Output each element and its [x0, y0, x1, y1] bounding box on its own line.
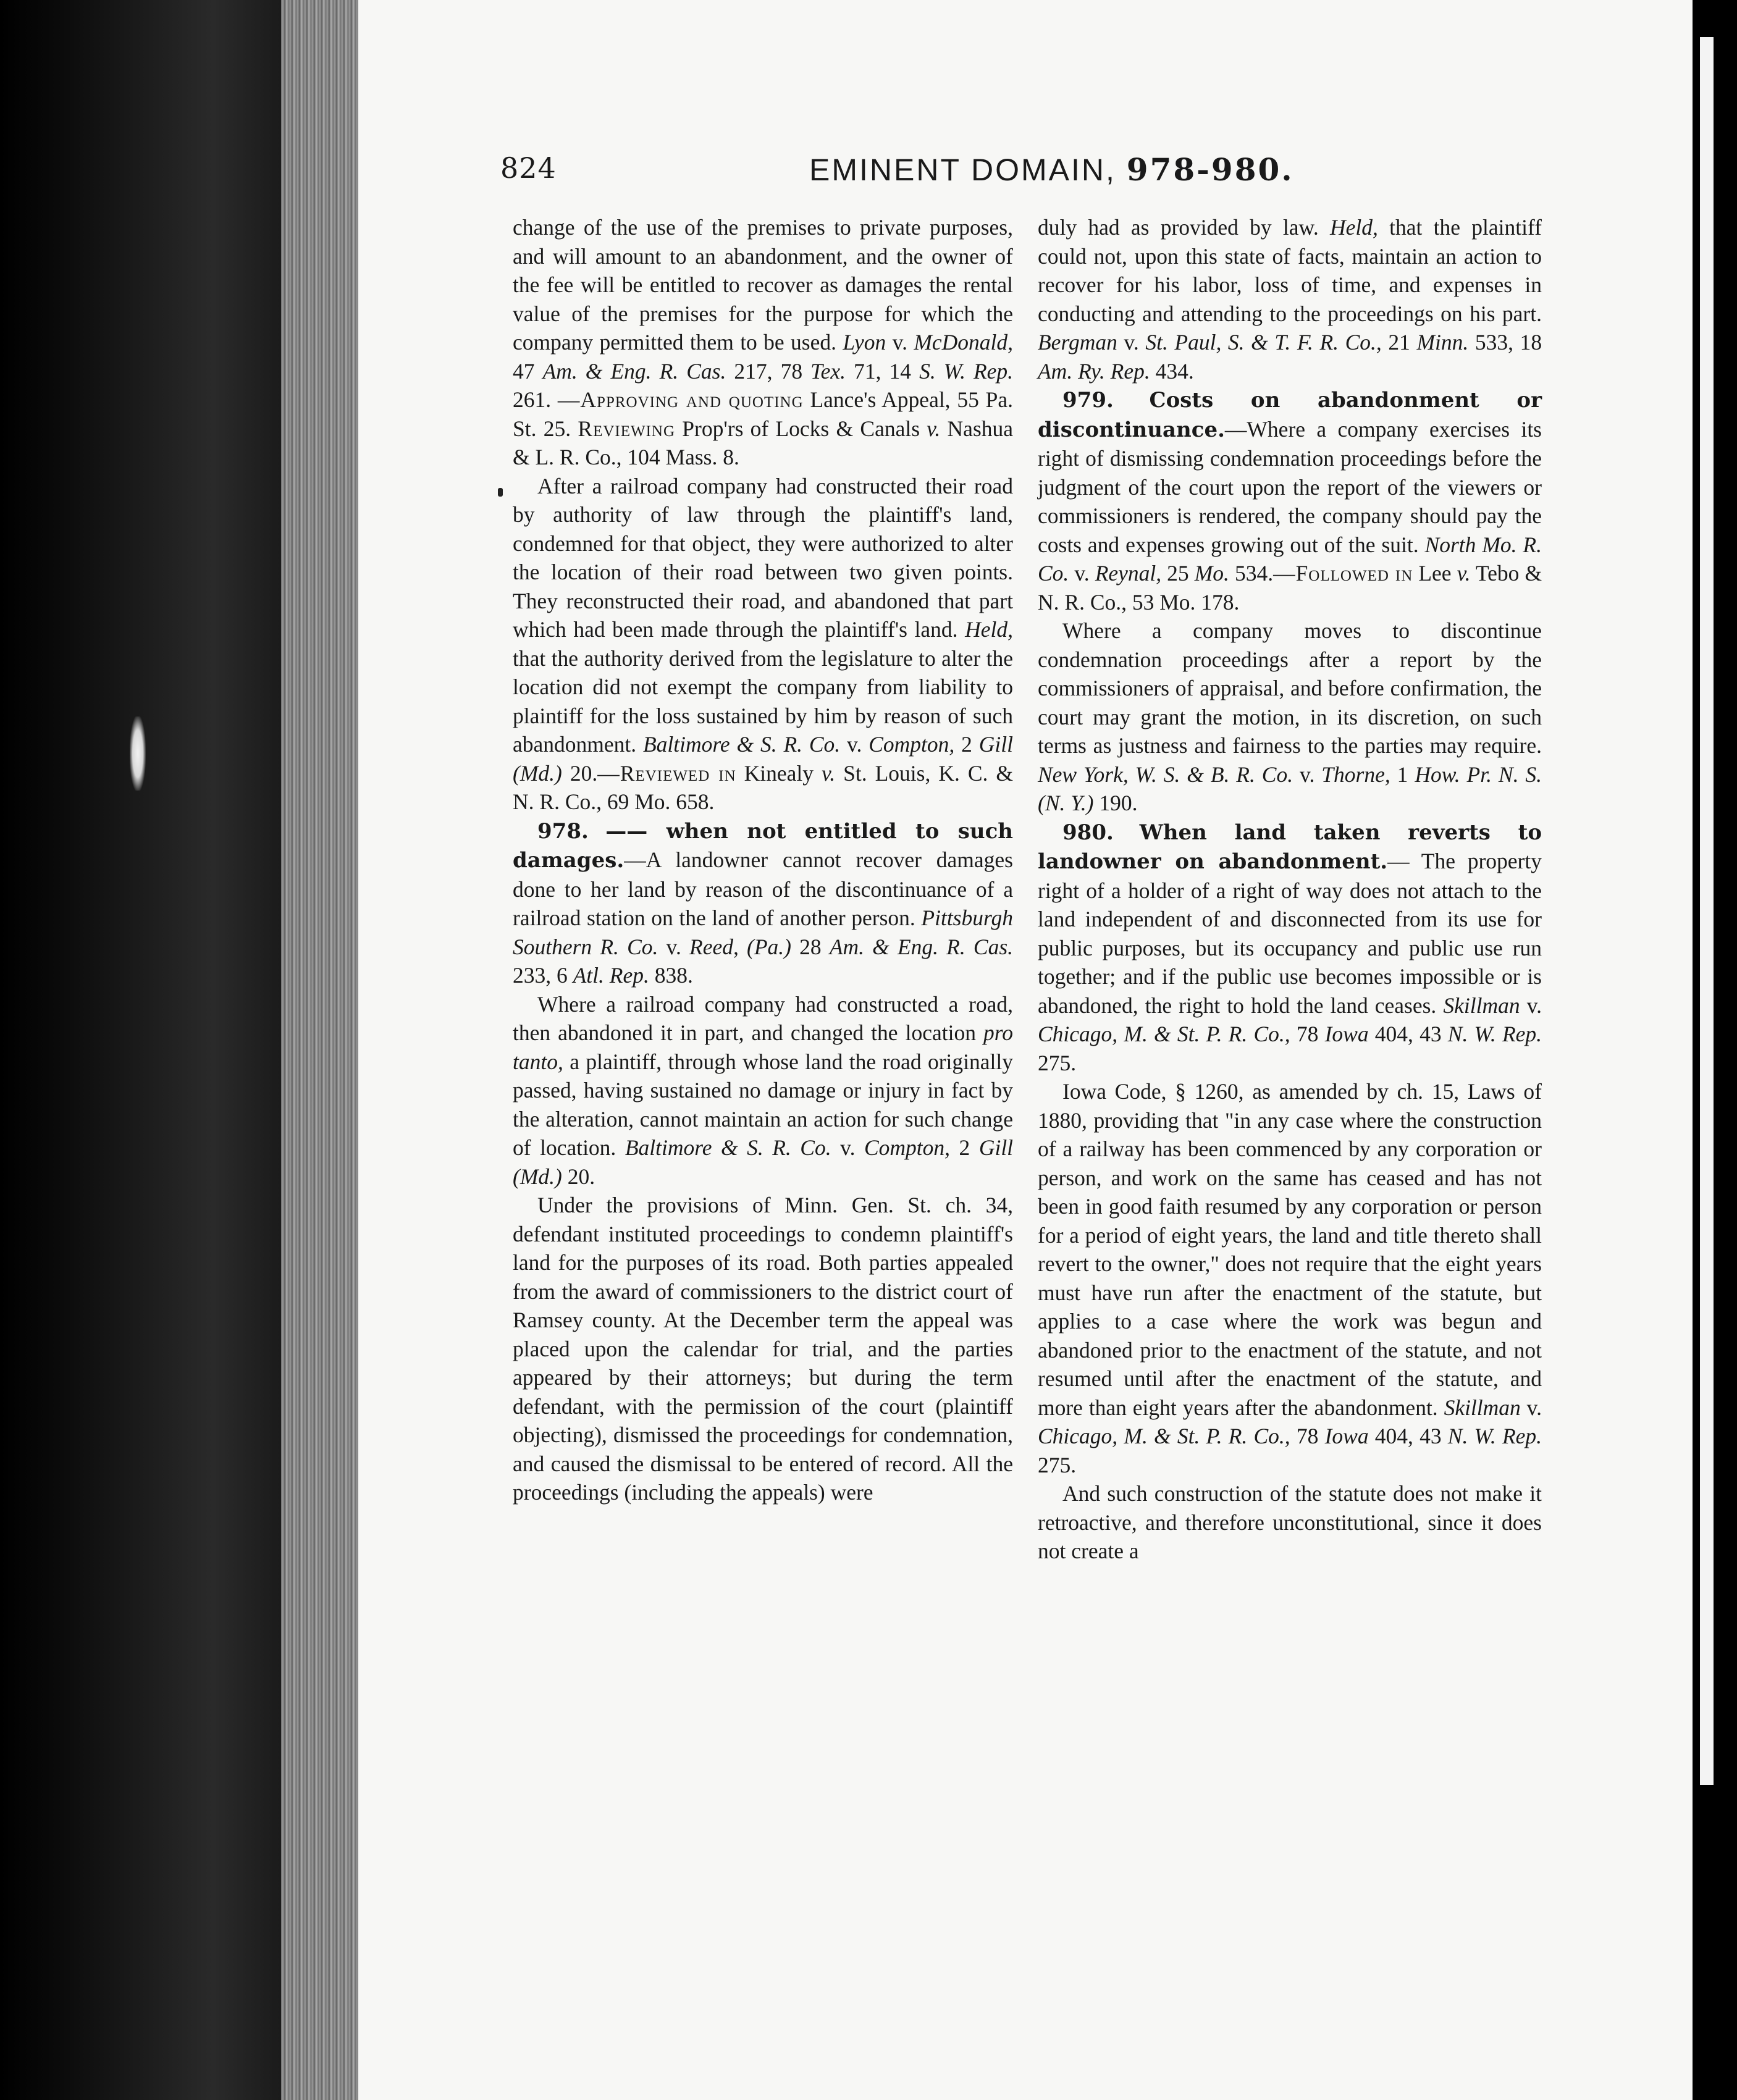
- text-run: Am. Ry. Rep.: [1038, 358, 1150, 384]
- text-run: Minn.: [1416, 330, 1469, 355]
- page-edges: [281, 0, 361, 2100]
- text-run: Pittsburgh Southern R. Co.: [513, 905, 1013, 959]
- paragraph: [1038, 213, 1542, 385]
- text-run: —Where a company exercises its right of dismissing condemnation proceedings before the judgment of the court upon the report of the viewers or commissioners is rendered, the company should pay the costs and expenses growing out of the suit.: [1038, 416, 1542, 557]
- section-number: 980.: [1062, 820, 1114, 845]
- text-run: 47: [513, 358, 535, 384]
- paragraph: [513, 990, 1013, 1191]
- text-run: that the plaintiff could not, upon this state of facts, maintain an action to recover for his labor, loss of time, and expenses in conducting and attending to the proceedings on his part.: [1038, 215, 1542, 326]
- text-run: duly had as provided by law.: [1038, 215, 1319, 240]
- text-run: v.: [847, 732, 862, 757]
- text-run: Gill (Md.): [513, 1135, 1014, 1189]
- text-run: Skillman: [1444, 1395, 1521, 1420]
- text-run: Iowa: [1324, 1424, 1369, 1448]
- text-run: 404, 43: [1374, 1424, 1442, 1448]
- text-run: New York, W. S. & B. R. Co.: [1038, 762, 1293, 787]
- text-run: 1: [1397, 762, 1408, 787]
- text-run: v.: [666, 934, 681, 959]
- page-number: 824: [500, 151, 557, 185]
- text-run: v.: [1526, 1395, 1542, 1420]
- left-column: [513, 213, 1013, 1507]
- running-title: [809, 151, 1294, 188]
- section-title: —— when not entitled to such damages.: [513, 818, 1014, 873]
- text-run: Held,: [965, 617, 1014, 642]
- text-run: Iowa Code, § 1260, as amended by ch. 15, Laws of 1880, providing that "in any case where the construction of a railway has been commenced by any corporation or person, and work on the same has ceased and has not been in good faith resumed by any corporation or person for a period of eight years, the land and title thereto shall revert to the owner," does not require that the eight years must have run after the enactment of the statute, but applies to a case where the work was begun and abandoned prior to the enactment of the statute, and not resumed until after the enactment of the statute, and more than eight years after the abandonment.: [1038, 1079, 1542, 1420]
- text-run: v.: [927, 416, 941, 441]
- section-number: 979.: [1062, 388, 1114, 413]
- text-run: Compton,: [864, 1135, 951, 1160]
- paragraph: [1038, 1479, 1542, 1566]
- section-title: When land taken reverts to landowner on abandonment.: [1038, 820, 1542, 874]
- text-run: 2: [959, 1135, 970, 1160]
- paragraph: [513, 213, 1013, 472]
- text-run: 20.: [567, 1164, 595, 1189]
- section-979: [1038, 385, 1542, 616]
- section-978: [513, 817, 1013, 990]
- text-run: 71, 14: [854, 358, 912, 384]
- text-run: pro tanto,: [513, 1020, 1014, 1074]
- text-run: After a railroad company had constructed their road by authority of law through the plaintiff's land, condemned for that object, they were authorized to alter the location of their road between two given points. They reconstructed their road, and abandoned that part which had been made through the plaintiff's land.: [513, 473, 1013, 642]
- text-run: —Approving and quoting: [557, 387, 804, 412]
- text-run: Iowa: [1324, 1022, 1369, 1046]
- text-run: 261.: [513, 387, 552, 412]
- text-run: 275.: [1038, 1050, 1077, 1075]
- text-run: Thorne,: [1321, 762, 1390, 787]
- text-run: Where a company moves to discontinue condemnation proceedings after a report by the commissioners of appraisal, and before confirmation, the court may grant the motion, in its discretion, on such terms as justness and fairness to the parties may require.: [1038, 618, 1542, 758]
- text-run: 78: [1296, 1022, 1319, 1046]
- text-run: Reed, (Pa.): [689, 934, 791, 959]
- text-run: Skillman: [1443, 993, 1520, 1018]
- paragraph: [513, 472, 1013, 817]
- text-run: — The property right of a holder of a right of way does not attach to the land independent of and disconnected from its use for public purposes, but its occupancy and public use run together; and if the public use becomes impossible or is abandoned, the right to hold the land ceases.: [1038, 849, 1542, 1018]
- text-run: Kinealy: [744, 760, 814, 786]
- spine-artifact: [130, 716, 146, 791]
- text-run: Chicago, M. & St. P. R. Co.,: [1038, 1022, 1290, 1046]
- paragraph: [1038, 1077, 1542, 1479]
- text-run: —Followed in: [1273, 561, 1413, 586]
- margin-mark: [498, 488, 503, 497]
- facing-page-edge: [1700, 37, 1714, 1785]
- text-run: St. Paul, S. & T. F. R. Co.,: [1145, 330, 1382, 355]
- right-column: [1038, 213, 1542, 1566]
- text-run: Lyon: [843, 330, 886, 355]
- text-run: 28: [799, 934, 822, 959]
- text-run: Reviewing: [578, 416, 676, 441]
- section-title: Costs on abandonment or discontinuance.: [1038, 388, 1542, 442]
- text-run: Reynal,: [1095, 561, 1162, 586]
- text-run: 20.: [570, 760, 598, 786]
- paragraph: [513, 1191, 1013, 1507]
- text-run: v.: [840, 1135, 856, 1160]
- text-run: Atl. Rep.: [573, 963, 649, 988]
- text-run: 25: [1167, 561, 1189, 586]
- text-run: 233, 6: [513, 963, 568, 988]
- text-run: v.: [1074, 561, 1090, 586]
- text-run: Baltimore & S. R. Co.: [642, 732, 841, 757]
- text-run: that the authority derived from the legislature to alter the location did not exempt the company from liability to plaintiff for the loss sustained by him by reason of such abandonment.: [513, 645, 1013, 757]
- text-run: 534.: [1234, 561, 1274, 586]
- section-range: 978-980.: [1126, 151, 1294, 188]
- text-run: S. W. Rep.: [919, 358, 1014, 384]
- text-run: —Reviewed in: [597, 760, 736, 786]
- text-run: North Mo. R. Co.: [1038, 532, 1542, 586]
- text-run: 21: [1388, 330, 1410, 355]
- text-run: 78: [1296, 1424, 1319, 1448]
- text-run: And such construction of the statute does not make it retroactive, and therefore unconstitutional, since it does not create a: [1038, 1481, 1542, 1563]
- text-run: How. Pr. N. S. (N. Y.): [1038, 762, 1542, 815]
- text-run: 275.: [1038, 1452, 1077, 1477]
- section-980: [1038, 818, 1542, 1078]
- text-run: Nashua & L. R. Co., 104 Mass. 8.: [513, 416, 1014, 469]
- running-title-text: EMINENT DOMAIN,: [809, 153, 1116, 187]
- running-head: [500, 151, 1507, 195]
- text-run: Bergman: [1038, 330, 1117, 355]
- text-run: 404, 43: [1374, 1022, 1442, 1046]
- text-run: Baltimore & S. R. Co.: [625, 1135, 831, 1160]
- text-run: Chicago, M. & St. P. R. Co.,: [1038, 1424, 1290, 1448]
- text-run: v.: [892, 330, 907, 355]
- text-run: McDonald,: [914, 330, 1014, 355]
- paragraph: [1038, 616, 1542, 818]
- text-run: Compton,: [868, 732, 955, 757]
- scan-background-right: [1693, 0, 1737, 2100]
- text-run: Tex.: [810, 358, 846, 384]
- scan-background-left: [0, 0, 284, 2100]
- book-page: [358, 0, 1693, 2100]
- text-run: 2: [961, 732, 972, 757]
- text-run: Am. & Eng. R. Cas.: [542, 358, 726, 384]
- text-run: Lance's Appeal, 55 Pa. St. 25.: [513, 387, 1013, 441]
- text-run: v.: [1124, 330, 1139, 355]
- text-run: v.: [1526, 993, 1542, 1018]
- text-run: 190.: [1099, 791, 1138, 815]
- text-run: Mo.: [1194, 561, 1229, 586]
- text-run: Where a railroad company had constructed a road, then abandoned it in part, and changed the location: [513, 991, 1013, 1045]
- text-run: Held,: [1330, 215, 1378, 240]
- text-run: 533, 18: [1474, 330, 1542, 355]
- text-run: 434.: [1155, 358, 1194, 384]
- text-run: 838.: [654, 963, 693, 988]
- text-run: v.: [1300, 762, 1315, 787]
- text-run: a plaintiff, through whose land the road originally passed, having sustained no damage or injury in fact by the alteration, cannot maintain an action for such change of location.: [513, 1049, 1014, 1160]
- text-run: N. W. Rep.: [1447, 1022, 1542, 1046]
- text-run: v.: [822, 760, 836, 786]
- text-run: Lee: [1418, 561, 1452, 586]
- text-run: 217, 78: [734, 358, 803, 384]
- text-run: v.: [1457, 561, 1471, 586]
- text-run: N. W. Rep.: [1447, 1424, 1542, 1448]
- text-run: change of the use of the premises to private purposes, and will amount to an abandonment, and the owner of the fee will be entitled to recover as damages the rental value of the premises for the purpose for which the company permitted them to be used.: [513, 215, 1013, 355]
- section-number: 978.: [537, 818, 589, 844]
- text-run: Prop'rs of Locks & Canals: [682, 416, 920, 441]
- text-run: —A landowner cannot recover damages done to her land by reason of the discontinuance of a railroad station on the land of another person.: [513, 847, 1013, 930]
- text-run: Am. & Eng. R. Cas.: [829, 934, 1014, 959]
- text-run: St. Louis, K. C. & N. R. Co., 69 Mo. 658.: [513, 760, 1014, 814]
- text-run: Tebo & N. R. Co., 53 Mo. 178.: [1038, 561, 1542, 615]
- text-run: Under the provisions of Minn. Gen. St. ch. 34, defendant instituted proceedings to condemn plaintiff's land for the purposes of its road. Both parties appealed from the award of commissioners to the district court of Ramsey county. At the December term the appeal was placed upon the calendar for trial, and the parties appeared by their attorneys; but during the term defendant, with the permission of the court (plaintiff objecting), dismissed the proceedings for condemnation, and caused the dismissal to be entered of record. All the proceedings (including the appeals) were: [513, 1193, 1013, 1505]
- text-run: Gill (Md.): [513, 732, 1013, 786]
